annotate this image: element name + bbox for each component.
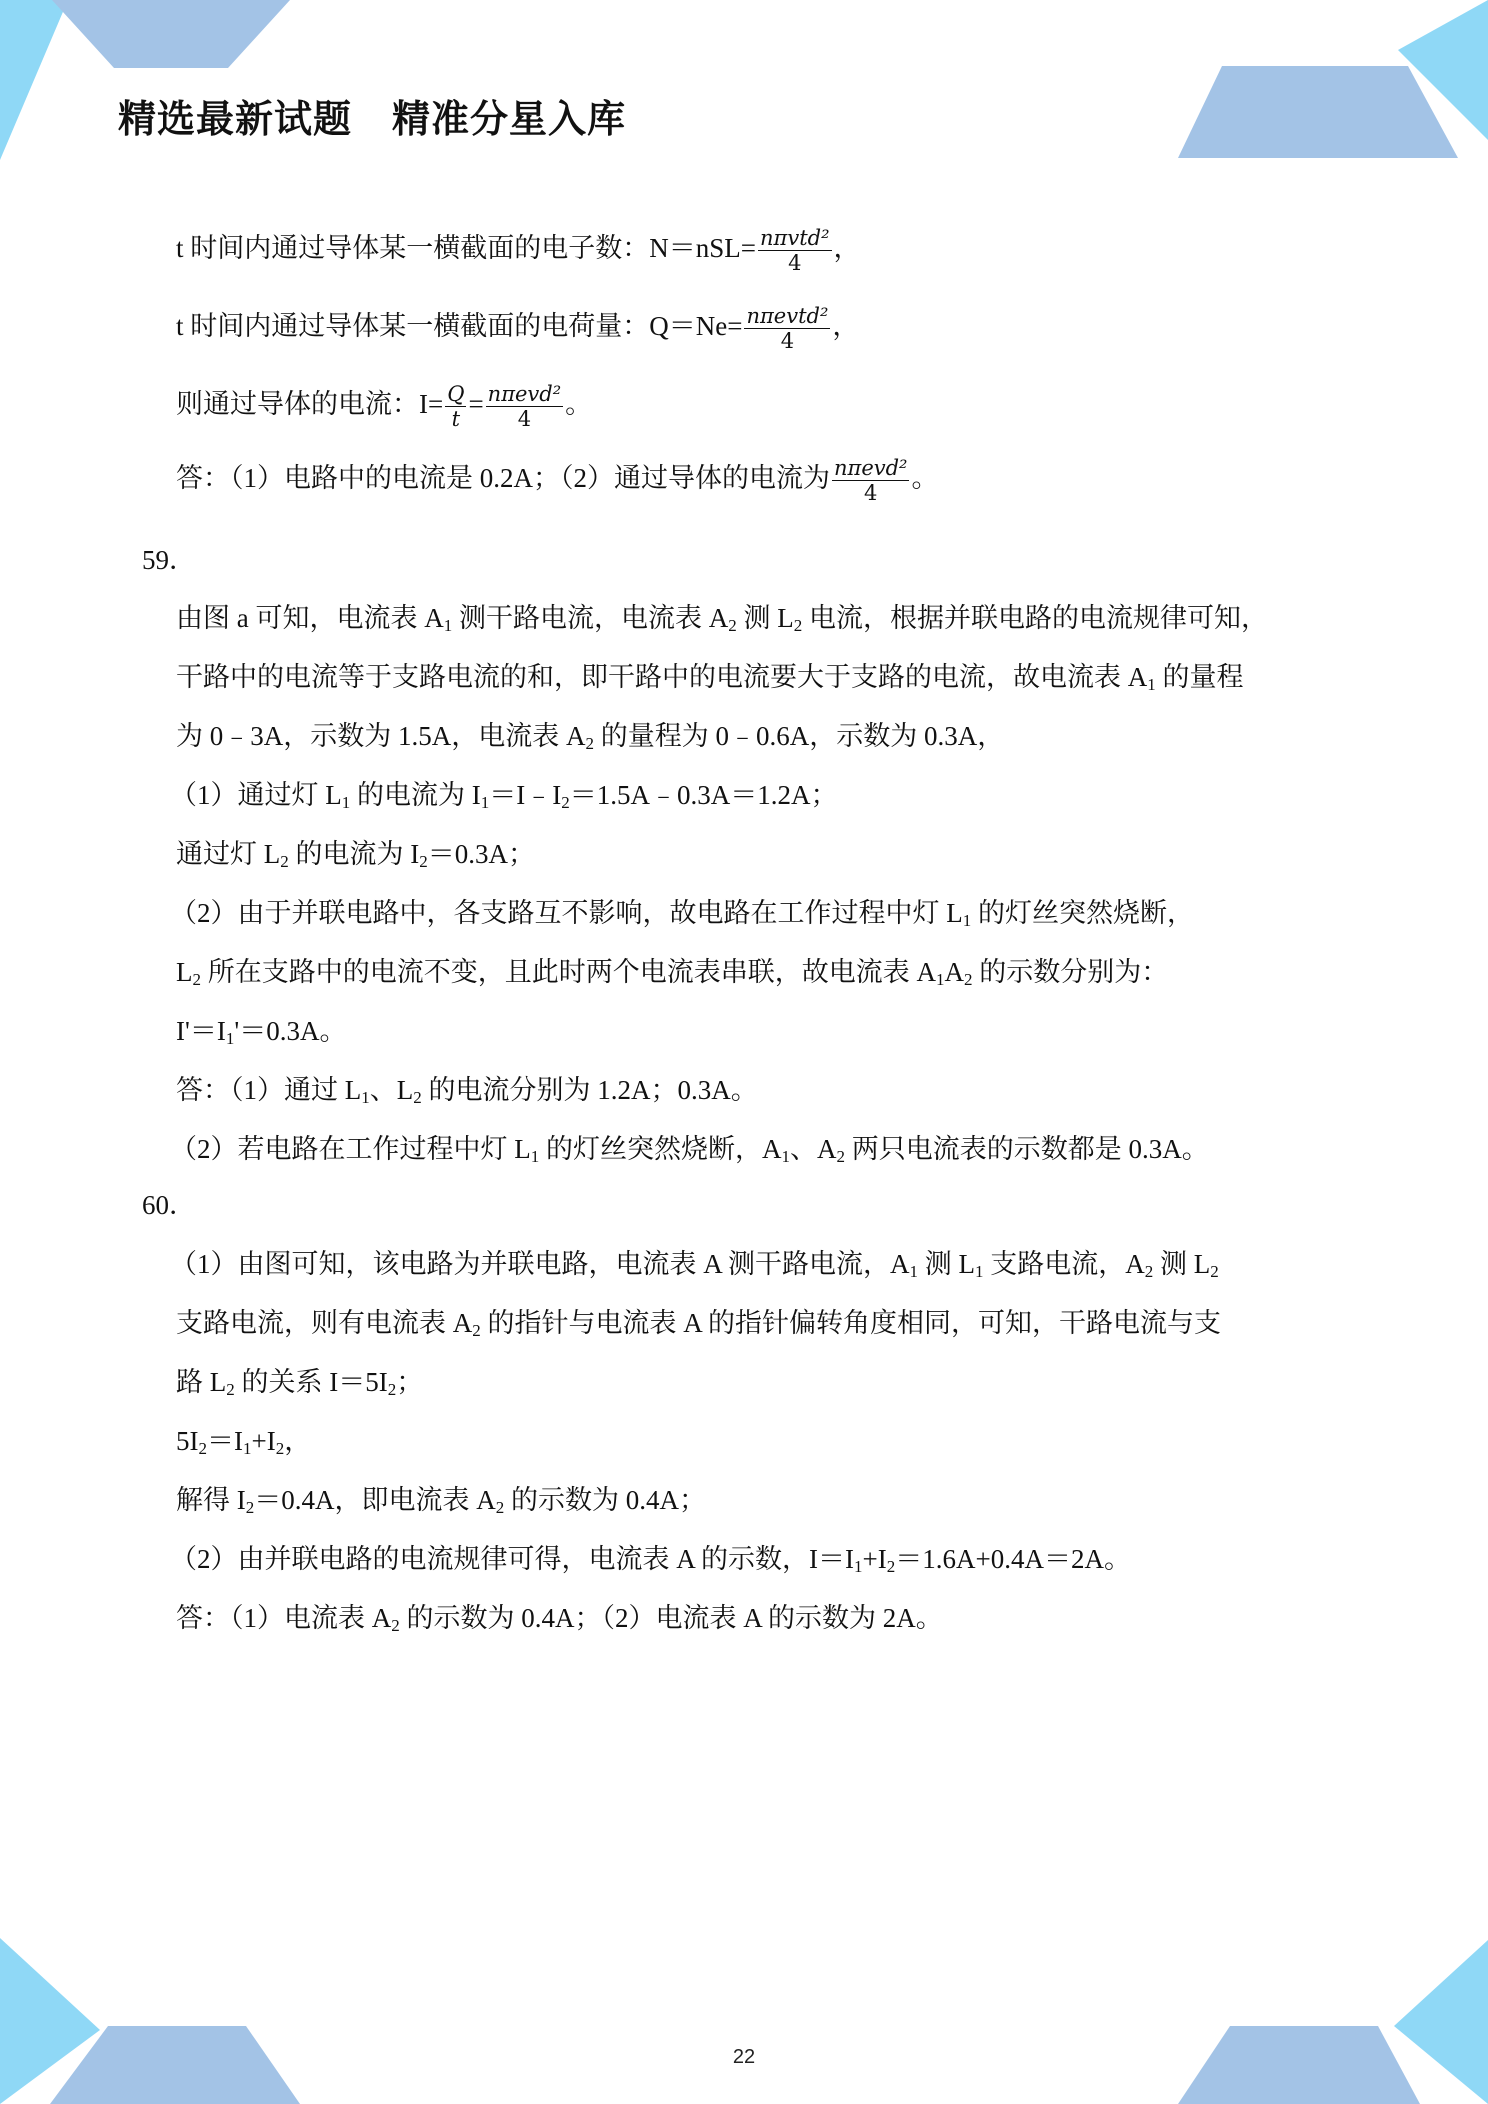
- paragraph-line: 由图 a 可知，电流表 $A_1$ 测干路电流，电流表 $A_2$ 测 $L_2$ 电流，根据并联电路的电流规律可知，: [176, 603, 1268, 635]
- top-left-tab: [52, 0, 290, 68]
- paragraph-line: $5I_2=I_1+I_2$，: [176, 1426, 312, 1458]
- header-title: [118, 88, 626, 143]
- formula-line-charge: t 时间内通过导体某一横截面的电荷量：Q＝Ne= $\frac{\text{nπevtd²}}{4}$ ，: [176, 304, 860, 354]
- question-number-60: 60．: [142, 1190, 196, 1220]
- answer-line-58: 答：（1）电路中的电流是 0.2A；（2）通过导体的电流为 $\frac{\text{nπevd²}}{4}$ 。: [176, 456, 939, 506]
- fraction: $\frac{\text{nπevd²}}{4}$: [487, 382, 562, 432]
- page-number: 22: [732, 2046, 756, 2068]
- paragraph-line: 答：（1）通过 $L_1$、$L_2$ 的电流分别为 1.2A；0.3A。: [176, 1075, 758, 1107]
- top-right-trapezoid: [1178, 66, 1458, 158]
- paragraph-line: 通过灯 $L_2$ 的电流为 $I_2=0.3A$；: [176, 839, 535, 871]
- answer-line-60: 答：（1）电流表 $A_2$ 的示数为 0.4A；（2）电流表 A 的示数为 2A。: [176, 1603, 943, 1635]
- paragraph-line: 干路中的电流等于支路电流的和，即干路中的电流要大于支路的电流，故电流表 $A_1$ 的量程: [176, 662, 1244, 694]
- paragraph-line: 为 0﹣3A，示数为 1.5A，电流表 $A_2$ 的量程为 0﹣0.6A，示数为 0.3A，: [176, 721, 1005, 753]
- paragraph-line: 支路电流，则有电流表 $A_2$ 的指针与电流表 A 的指针偏转角度相同，可知，干路电流与支: [176, 1308, 1222, 1340]
- paragraph-line: （1）通过灯 $L_1$ 的电流为 $I_1=I﹣I_2=1.5A﹣0.3A=1.2A$；: [170, 780, 838, 812]
- paragraph-line: （1）由图可知，该电路为并联电路，电流表 A 测干路电流，$A_1$ 测 $L_1$ 支路电流，$A_2$ 测 $L_2$: [170, 1249, 1219, 1281]
- question-number-59: 59．: [142, 545, 196, 575]
- paragraph-line: 解得 $I_2=0.4A$，即电流表 $A_2$ 的示数为 0.4A；: [176, 1485, 706, 1517]
- paragraph-line: （2）若电路在工作过程中灯 $L_1$ 的灯丝突然烧断，$A_1$、$A_2$ 两只电流表的示数都是 0.3A。: [170, 1134, 1209, 1166]
- bottom-right-triangle: [1394, 1940, 1488, 2104]
- formula-line-current: 则通过导体的电流：I= $\frac{Q}{t}$ = $\frac{\text{nπevd²}}{4}$ 。: [176, 382, 593, 432]
- header-title-left: 精选最新试题: [118, 97, 353, 141]
- paragraph-line: （2）由于并联电路中，各支路互不影响，故电路在工作过程中灯 $L_1$ 的灯丝突然烧断，: [170, 898, 1194, 930]
- fraction: $\frac{Q}{t}$: [447, 382, 465, 432]
- fraction: $\frac{\text{nπevd²}}{4}$: [834, 456, 908, 506]
- fraction: $\frac{\text{nπvtd²}}{4}$: [760, 226, 830, 276]
- paragraph-line: $I'=I_1'=0.3A$。: [176, 1016, 347, 1048]
- header-title-right: 精准分星入库: [392, 97, 627, 141]
- fraction: $\frac{\text{nπevtd²}}{4}$: [746, 304, 829, 354]
- paragraph-line: （2）由并联电路的电流规律可得，电流表 A 的示数，$I=I_1+I_2=1.6A+0.4A=2A$。: [170, 1544, 1131, 1576]
- top-left-triangle: [0, 0, 68, 160]
- paragraph-line: $L_2$ 所在支路中的电流不变，且此时两个电流表串联，故电流表 $A_1A_2$ 的示数分别为：: [176, 957, 1169, 989]
- paragraph-line: 路 $L_2$ 的关系 $I=5I_2$；: [176, 1367, 424, 1399]
- formula-line-electron-count: t 时间内通过导体某一横截面的电子数：N＝nSL= $\frac{\text{nπvtd²}}{4}$ ，: [176, 226, 861, 276]
